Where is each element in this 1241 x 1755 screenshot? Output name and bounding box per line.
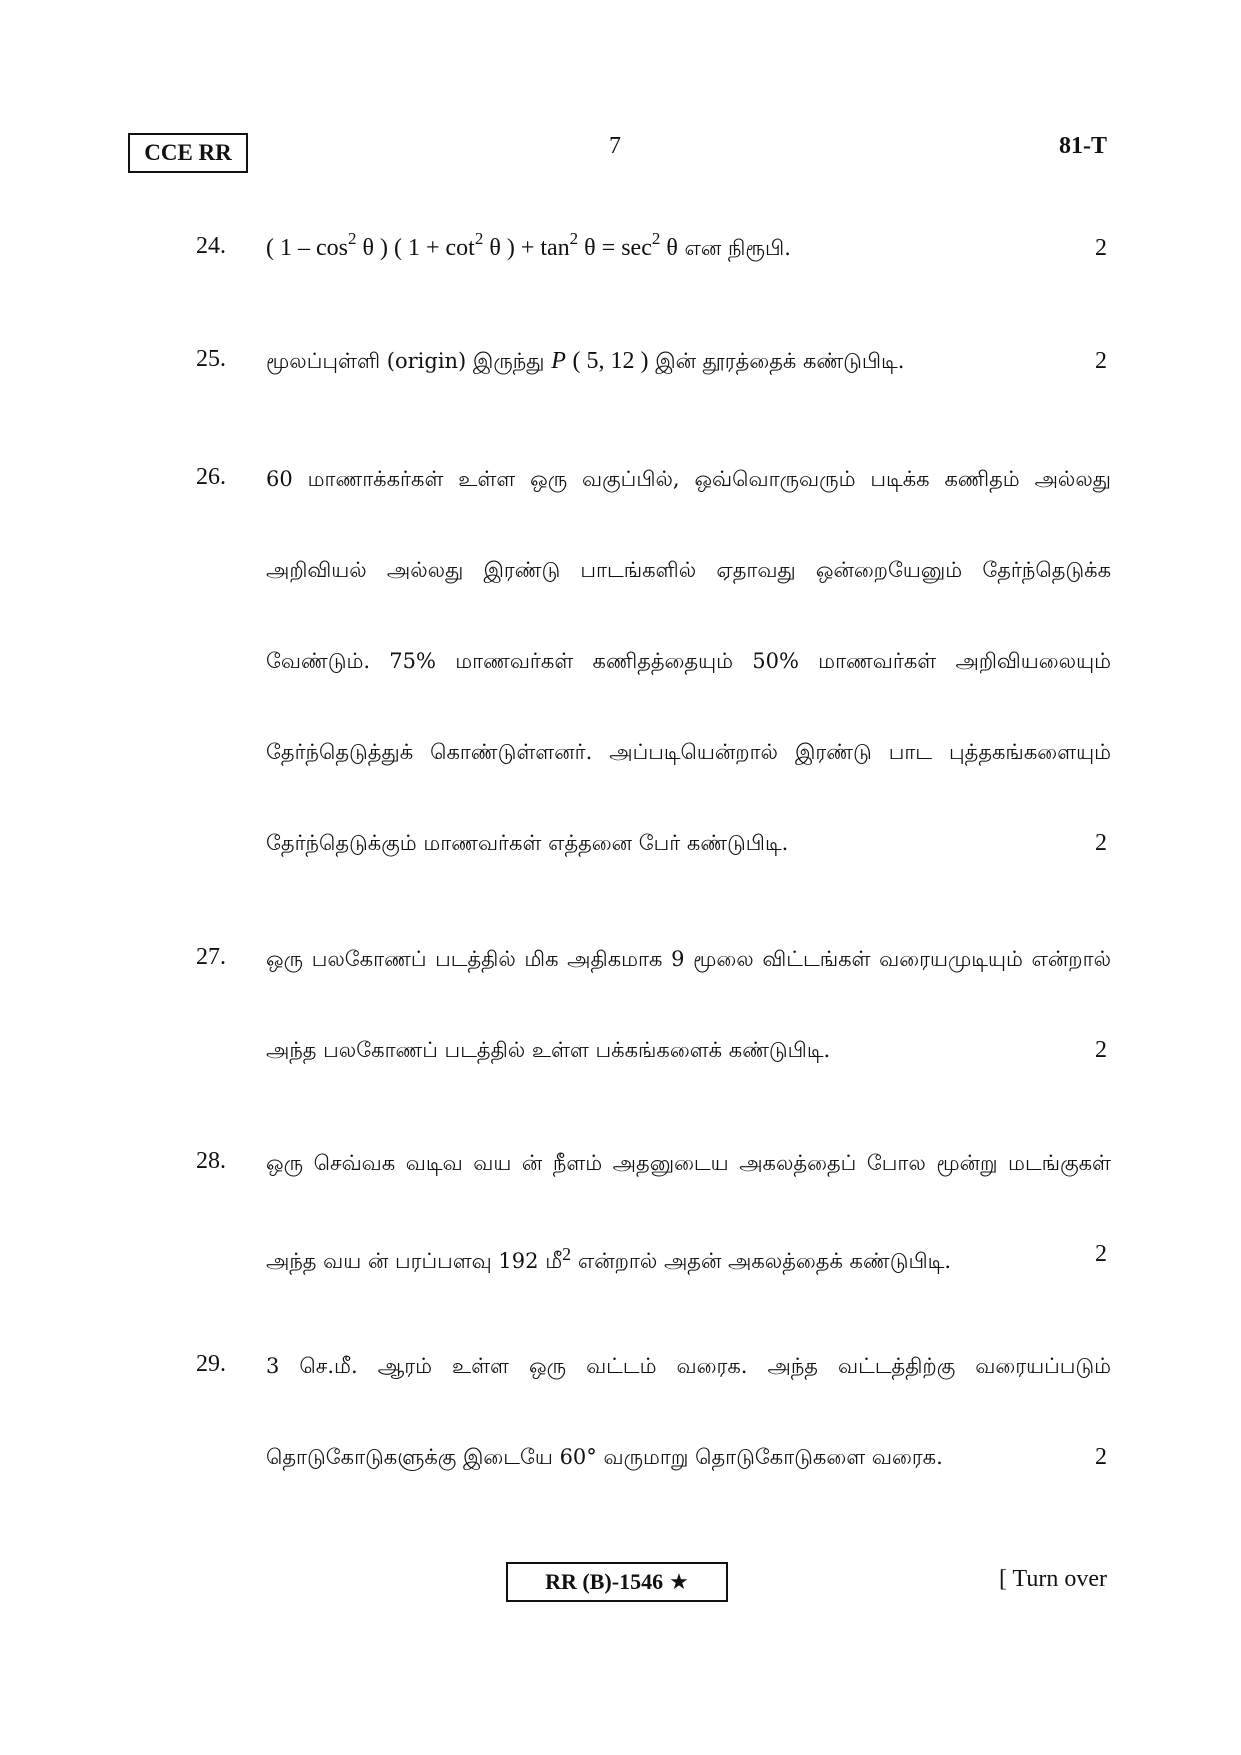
question-line: 60 மாணாக்கர்கள் உள்ள ஒரு வகுப்பில், ஒவ்வொருவரும் படிக்க கணிதம் அல்லது <box>266 467 1111 491</box>
question-line: வேண்டும். 75% மாணவர்கள் கணிதத்தையும் 50% மாணவர்கள் அறிவியலையும் <box>266 649 1111 673</box>
question-line: ஒரு பலகோணப் படத்தில் மிக அதிகமாக 9 மூலை விட்டங்கள் வரையமுடியும் என்றால் <box>266 947 1111 971</box>
question-line: அறிவியல் அல்லது இரண்டு பாடங்களில் ஏதாவது ஒன்றையேனும் தேர்ந்தெடுக்க <box>266 558 1111 582</box>
footer-code-text: RR (B)-1546 <box>545 1569 664 1594</box>
question-number: 27. <box>196 944 226 970</box>
question-number: 28. <box>196 1148 226 1174</box>
turn-over-note: [ Turn over <box>998 1566 1107 1592</box>
marks: 2 <box>1095 235 1107 261</box>
question-number: 25. <box>196 346 226 372</box>
marks: 2 <box>1095 830 1107 856</box>
question-number: 24. <box>196 233 226 259</box>
header-code-box <box>128 133 248 173</box>
marks: 2 <box>1095 1037 1107 1063</box>
question-number: 29. <box>196 1351 226 1377</box>
question-line: 3 செ.மீ. ஆரம் உள்ள ஒரு வட்டம் வரைக. அந்த வட்டத்திற்கு வரையப்படும் <box>266 1354 1111 1378</box>
footer-code-box <box>506 1562 728 1602</box>
point-coordinates: ( 5, 12 ) <box>572 348 649 374</box>
paper-code: 81-T <box>1059 133 1107 159</box>
page-number: 7 <box>609 133 621 159</box>
question-line: அந்த வய ன் பரப்பளவு 192 மீ$^2$ என்றால் அதன் அகலத்தைக் கண்டுபிடி. <box>266 1244 952 1273</box>
marks: 2 <box>1095 1241 1107 1267</box>
question-line: தேர்ந்தெடுத்துக் கொண்டுள்ளனர். அப்படியென்றால் இரண்டு பாட புத்தகங்களையும் <box>266 740 1111 764</box>
question-line: தொடுகோடுகளுக்கு இடையே 60° வருமாறு தொடுகோடுகளை வரைக. <box>266 1445 943 1469</box>
question-line: அந்த பலகோணப் படத்தில் உள்ள பக்கங்களைக் கண்டுபிடி. <box>266 1038 831 1062</box>
point-label: P <box>551 348 566 374</box>
question-number: 26. <box>196 464 226 490</box>
marks: 2 <box>1095 1444 1107 1470</box>
header-code-text: CCE RR <box>144 140 232 165</box>
question-text: மூலப்புள்ளி (origin) இருந்து P ( 5, 12 ) இன் தூரத்தைக் கண்டுபிடி. <box>266 348 905 374</box>
identity-expression: ( $1 - \cos^2 \theta$ ) ( $1 + \cot^2 \theta$ ) + $\tan^2 \theta = \sec^2 \theta$ <box>266 229 678 261</box>
question-text: ( $1 - \cos^2 \theta$ ) ( $1 + \cot^2 \theta$ ) + $\tan^2 \theta = \sec^2 \theta$ என நிரூபி. <box>266 229 791 261</box>
marks: 2 <box>1095 348 1107 374</box>
question-line: ஒரு செவ்வக வடிவ வய ன் நீளம் அதனுடைய அகலத்தைப் போல மூன்று மடங்குகள் <box>266 1151 1111 1175</box>
star-icon: ★ <box>669 1569 689 1595</box>
question-line: தேர்ந்தெடுக்கும் மாணவர்கள் எத்தனை பேர் கண்டுபிடி. <box>266 831 789 855</box>
